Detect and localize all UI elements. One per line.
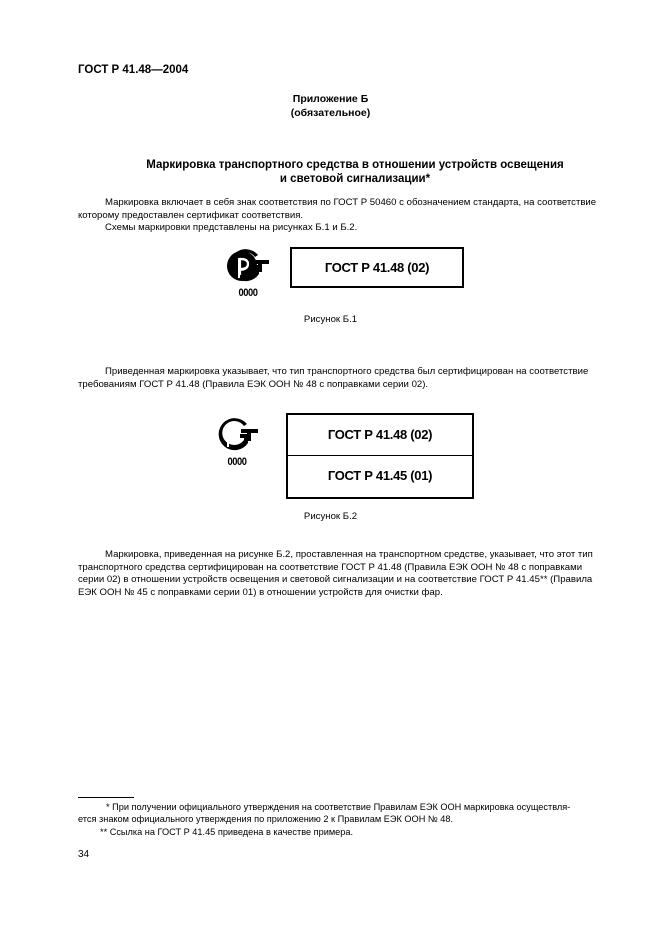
final-line-4: ЕЭК ООН № 45 с поправками серии 01) в отношении устройств для очистки фар. [78,586,443,598]
marking-text: ГОСТ Р 41.48 (02) [324,260,430,275]
document-header: ГОСТ Р 41.48—2004 [78,64,189,76]
appendix-heading [0,92,661,120]
footnote-2: ** Ссылка на ГОСТ Р 41.45 приведена в качестве примера. [100,826,354,837]
appendix-label: Приложение Б [292,93,369,105]
final-line-3: серии 02) в отношении устройств освещения и световой сигнализации и на соответствие ГОСТ Р 41.45** (Правила [78,574,593,586]
figure-2-marking-box [286,413,474,499]
middle-line-2: требованиям ГОСТ Р 41.48 (Правила ЕЭК ООН № 48 с поправками серии 02). [78,378,429,390]
appendix-status: (обязательное) [290,107,371,119]
footnotes [78,801,618,838]
section-title-line-2: и световой сигнализации* [279,173,431,185]
page-number: 34 [78,849,90,860]
figure-1-logo [226,247,270,299]
footnote-divider [78,797,134,798]
rst-conformity-mark-icon [226,247,270,285]
intro-line-2: которому предоставлен сертификат соответствия. [78,209,304,221]
figure-1-caption: Рисунок Б.1 [303,314,358,325]
marking-row-2: ГОСТ Р 41.45 (01) [327,468,433,483]
intro-paragraph [78,197,615,235]
rst-conformity-mark-icon [215,416,259,454]
footnote-1-line-1: * При получении официального утверждения на соответствие Правилам ЕЭК ООН маркировка осуществля- [106,802,571,812]
figure-1-marking-box [290,247,464,288]
footnote-1-line-2: ется знаком официального утверждения по приложению 2 к Правилам ЕЭК ООН № 48. [78,814,454,825]
section-title-line-1: Маркировка транспортного средства в отношении устройств освещения [146,159,564,171]
final-paragraph [78,549,615,599]
middle-line-1: Приведенная маркировка указывает, что тип транспортного средства был сертифицирован на соответствие [105,366,589,377]
marking-row-1: ГОСТ Р 41.48 (02) [288,415,472,456]
middle-paragraph [78,366,615,391]
final-line-2: транспортного средства сертифицирован на соответствие ГОСТ Р 41.48 (Правила ЕЭК ООН № 48 с поправками [78,561,583,573]
logo-code: 0000 [238,287,258,299]
figure-2-logo [215,416,259,468]
intro-line-1: Маркировка включает в себя знак соответствия по ГОСТ Р 50460 с обозначением стандарта, на соответствие [105,197,597,208]
final-line-1: Маркировка, приведенная на рисунке Б.2, проставленная на транспортном средстве, указывает, что этот тип [105,549,593,560]
intro-line-3: Схемы маркировки представлены на рисунках Б.1 и Б.2. [105,222,358,234]
logo-code: 0000 [227,456,247,468]
figure-2-caption: Рисунок Б.2 [303,511,358,522]
section-title [30,158,661,186]
